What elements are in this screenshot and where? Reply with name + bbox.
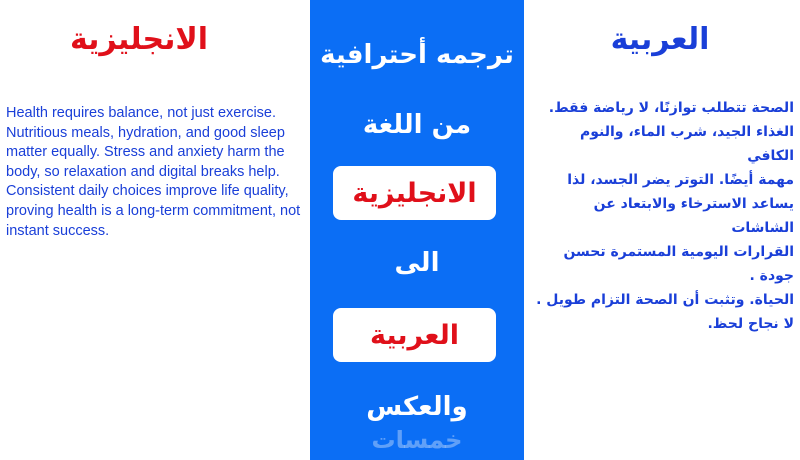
center-heading-line2: من اللغة [362, 110, 472, 140]
arabic-line: مهمة أيضًا. التوتر يضر الجسد، لذا [567, 172, 794, 188]
arabic-label-pill: العربية [333, 308, 496, 362]
english-label-pill: الانجليزية [333, 166, 496, 220]
center-heading-line4: والعكس [366, 392, 468, 422]
english-paragraph: Health requires balance, not just exercise. Nutritious meals, hydration, and good sleep matter equally. Stress and anxiety harm the body, so relaxation and digital breaks help. Consistent daily choices improve life quality, proving health is a long-term commitment, not instant success. [6, 105, 301, 239]
arabic-heading: العربية [610, 22, 710, 57]
center-heading-line1: ترجمه أحترافية [320, 40, 514, 70]
arabic-line: الغذاء الجيد، شرب الماء، والنوم الكافي [580, 124, 794, 164]
arabic-line: يساعد الاسترخاء والابتعاد عن الشاشات [593, 196, 794, 236]
arabic-line: الصحة تتطلب توازنًا، لا رياضة فقط. [548, 100, 794, 116]
english-heading: الانجليزية [69, 22, 209, 57]
arabic-line: الحياة. وتثبت أن الصحة التزام طويل . [536, 292, 794, 308]
center-heading-line3: الى [394, 248, 440, 278]
khamsat-watermark: خمسات [371, 426, 463, 454]
arabic-line: لا نجاح لحظ. [707, 316, 794, 332]
arabic-line: القرارات اليومية المستمرة تحسن جودة . [563, 244, 794, 284]
arabic-paragraph [532, 96, 794, 336]
